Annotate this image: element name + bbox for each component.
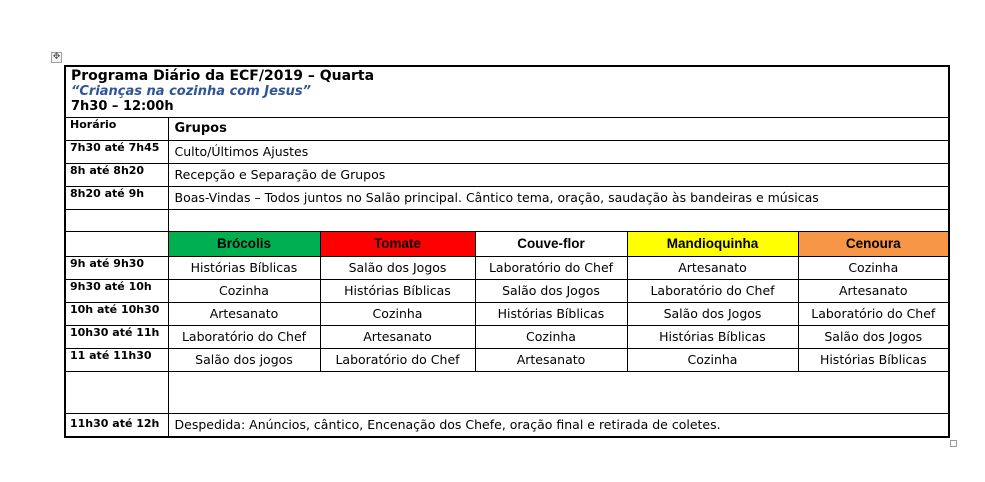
activity-cell[interactable]: Laboratório do Chef	[475, 256, 627, 279]
activity-cell[interactable]: Salão dos Jogos	[798, 325, 949, 348]
time-cell[interactable]: 9h30 até 10h	[65, 279, 168, 302]
activity-cell[interactable]: Cozinha	[320, 302, 475, 325]
table-row	[65, 348, 949, 371]
header-grupos[interactable]: Grupos	[168, 117, 949, 140]
table-resize-handle-icon[interactable]	[950, 440, 957, 447]
activity-cell[interactable]: Despedida: Anúncios, cântico, Encenação dos Chefe, oração final e retirada de coletes.	[168, 413, 949, 437]
activity-cell[interactable]: Laboratório do Chef	[798, 302, 949, 325]
activity-cell[interactable]: Laboratório do Chef	[168, 325, 320, 348]
activity-cell[interactable]: Histórias Bíblicas	[320, 279, 475, 302]
table-row	[65, 140, 949, 163]
empty-cell[interactable]	[168, 371, 949, 413]
time-cell[interactable]: 7h30 até 7h45	[65, 140, 168, 163]
group-mandioquinha[interactable]: Mandioquinha	[627, 231, 798, 256]
activity-cell[interactable]: Salão dos jogos	[168, 348, 320, 371]
header-horario[interactable]: Horário	[65, 117, 168, 140]
activity-cell[interactable]: Histórias Bíblicas	[168, 256, 320, 279]
time-cell[interactable]: 11h30 até 12h	[65, 413, 168, 437]
activity-cell[interactable]: Artesanato	[320, 325, 475, 348]
table-row	[65, 186, 949, 209]
empty-cell[interactable]	[168, 209, 949, 231]
document-time-range: 7h30 – 12:00h	[71, 99, 174, 114]
activity-cell[interactable]: Histórias Bíblicas	[627, 325, 798, 348]
daily-schedule-table	[64, 65, 950, 438]
activity-cell[interactable]: Salão dos Jogos	[320, 256, 475, 279]
time-cell[interactable]: 9h até 9h30	[65, 256, 168, 279]
empty-cell[interactable]	[65, 231, 168, 256]
title-cell[interactable]	[65, 66, 949, 117]
title-row	[65, 66, 949, 117]
table-row	[65, 163, 949, 186]
header-row	[65, 117, 949, 140]
document-title: Programa Diário da ECF/2019 – Quarta	[71, 68, 375, 84]
time-cell[interactable]: 10h30 até 11h	[65, 325, 168, 348]
time-cell[interactable]: 8h até 8h20	[65, 163, 168, 186]
activity-cell[interactable]: Culto/Últimos Ajustes	[168, 140, 949, 163]
document-subtitle: “Crianças na cozinha com Jesus”	[71, 84, 312, 99]
time-cell[interactable]: 8h20 até 9h	[65, 186, 168, 209]
closing-row	[65, 413, 949, 437]
activity-cell[interactable]: Cozinha	[798, 256, 949, 279]
empty-cell[interactable]	[65, 209, 168, 231]
table-row	[65, 302, 949, 325]
group-couve-flor[interactable]: Couve-flor	[475, 231, 627, 256]
table-row	[65, 325, 949, 348]
time-cell[interactable]: 11 até 11h30	[65, 348, 168, 371]
spacer-row	[65, 371, 949, 413]
activity-cell[interactable]: Cozinha	[627, 348, 798, 371]
activity-cell[interactable]: Histórias Bíblicas	[798, 348, 949, 371]
activity-cell[interactable]: Boas-Vindas – Todos juntos no Salão principal. Cântico tema, oração, saudação às bandeiras e músicas	[168, 186, 949, 209]
activity-cell[interactable]: Artesanato	[627, 256, 798, 279]
activity-cell[interactable]: Cozinha	[168, 279, 320, 302]
table-row	[65, 279, 949, 302]
groups-row	[65, 231, 949, 256]
activity-cell[interactable]: Salão dos Jogos	[627, 302, 798, 325]
activity-cell[interactable]: Artesanato	[798, 279, 949, 302]
group-tomate[interactable]: Tomate	[320, 231, 475, 256]
activity-cell[interactable]: Artesanato	[168, 302, 320, 325]
activity-cell[interactable]: Artesanato	[475, 348, 627, 371]
activity-cell[interactable]: Salão dos Jogos	[475, 279, 627, 302]
activity-cell[interactable]: Histórias Bíblicas	[475, 302, 627, 325]
activity-cell[interactable]: Cozinha	[475, 325, 627, 348]
activity-cell[interactable]: Recepção e Separação de Grupos	[168, 163, 949, 186]
time-cell[interactable]: 10h até 10h30	[65, 302, 168, 325]
activity-cell[interactable]: Laboratório do Chef	[627, 279, 798, 302]
table-row	[65, 256, 949, 279]
table-move-handle-icon[interactable]: ✥	[52, 52, 61, 62]
activity-cell[interactable]: Laboratório do Chef	[320, 348, 475, 371]
empty-cell[interactable]	[65, 371, 168, 413]
group-brocolis[interactable]: Brócolis	[168, 231, 320, 256]
group-cenoura[interactable]: Cenoura	[798, 231, 949, 256]
spacer-row	[65, 209, 949, 231]
